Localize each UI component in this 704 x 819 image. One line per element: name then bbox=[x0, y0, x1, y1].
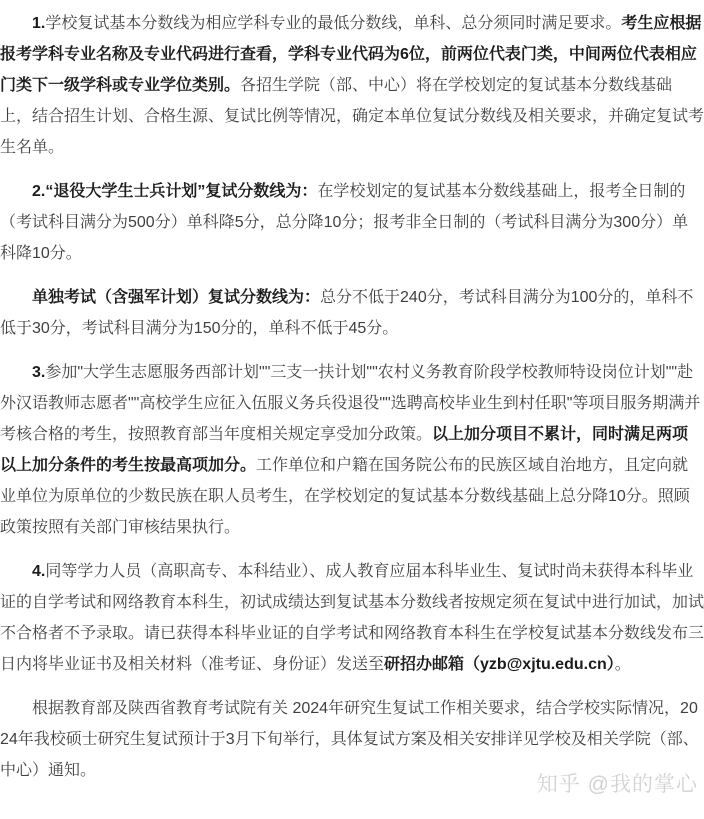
bold-text-segment: 考生应根据报考学科专业名称及专业代码进行查看，学科专业代码为6位，前两位代表门类，中间两位代表相应门类下一级学科或专业学位类别。 bbox=[0, 15, 702, 94]
text-segment: 学校复试基本分数线为相应学科专业的最低分数线，单科、总分须同时满足要求。 bbox=[45, 15, 622, 32]
bold-text-segment: 2.“退役大学生士兵计划”复试分数线为： bbox=[32, 183, 318, 200]
zhihu-watermark: 知乎 @我的掌心 bbox=[536, 773, 698, 796]
text-segment: 总分不低于240分，考试科目满分为100分的，单科不低于30分，考试科目满分为150分的，单科不低于45分。 bbox=[0, 289, 694, 337]
paragraph-1 bbox=[0, 8, 704, 163]
paragraph-3 bbox=[0, 282, 704, 344]
text-segment: 同等学力人员（高职高专、本科结业）、成人教育应届本科毕业生、复试时尚未获得本科毕业证的自学考试和网络教育本科生，初试成绩达到复试基本分数线者按规定须在复试中进行加试，加试不合格者不予录取。请已获得本科毕业证的自学考试和网络教育本科生在学校复试基本分数线发布三日内将毕业证书及相关材料（准考证、身份证）发送至 bbox=[0, 563, 704, 673]
bold-text-segment: 研招办邮箱（yzb@xjtu.edu.cn） bbox=[384, 656, 615, 673]
bold-text-segment: 3. bbox=[32, 364, 46, 381]
paragraph-2 bbox=[0, 176, 704, 269]
text-segment: 各招生学院（部、中心）将在学校划定的复试基本分数线基础上，结合招生计划、合格生源、复试比例等情况，确定本单位复试分数线及相关要求，并确定复试考生名单。 bbox=[0, 77, 704, 156]
bold-text-segment: 以上加分项目不累计，同时满足两项以上加分条件的考生按最高项加分。 bbox=[0, 426, 689, 474]
text-segment: 参加"大学生志愿服务西部计划""三支一扶计划""农村义务教育阶段学校教师特设岗位计划""赴外汉语教师志愿者""高校学生应征入伍服义务兵役退役""选聘高校毕业生到村任职"等项目服务期满并考核合格的考生，按照教育部当年度相关规定享受加分政策。 bbox=[0, 364, 701, 443]
text-segment: 。 bbox=[614, 656, 631, 673]
paragraph-5 bbox=[0, 556, 704, 680]
bold-text-segment: 单独考试（含强军计划）复试分数线为： bbox=[32, 289, 321, 306]
text-segment: 在学校划定的复试基本分数线基础上，报考全日制的（考试科目满分为500分）单科降5分，总分降10分；报考非全日制的（考试科目满分为300分）单科降10分。 bbox=[0, 183, 689, 262]
bold-text-segment: 1. bbox=[32, 15, 46, 32]
text-segment: 工作单位和户籍在国务院公布的民族区域自治地方，且定向就业单位为原单位的少数民族在职人员考生，在学校划定的复试基本分数线基础上总分降10分。照顾政策按照有关部门审核结果执行。 bbox=[0, 457, 690, 536]
paragraph-4 bbox=[0, 357, 704, 543]
text-segment: 根据教育部及陕西省教育考试院有关 2024年研究生复试工作相关要求，结合学校实际情况，2024年我校硕士研究生复试预计于3月下旬举行，具体复试方案及相关安排详见学校及相关学院（部、中心）通知。 bbox=[0, 700, 699, 779]
bold-text-segment: 4. bbox=[32, 563, 46, 580]
